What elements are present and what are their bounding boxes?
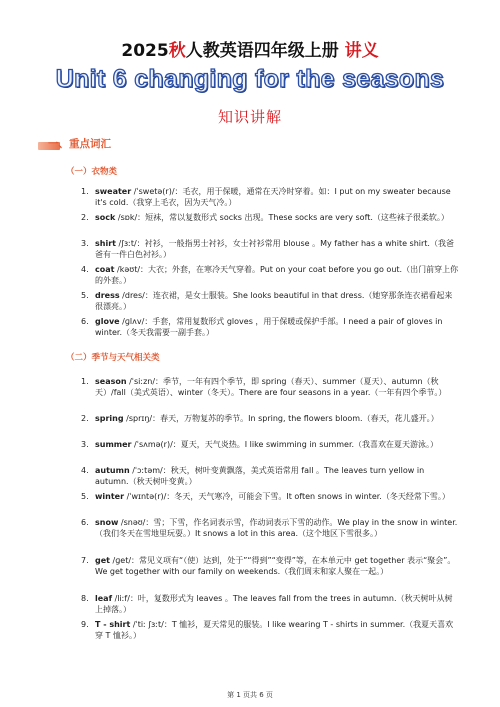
vocab-item xyxy=(81,555,460,578)
vocab-word: autumn xyxy=(95,466,130,475)
vocab-definition: /dres/：连衣裙，是女士服装。She looks beautiful in that dress.（她穿那条连衣裙看起来很漂亮。） xyxy=(95,291,453,312)
vocab-item xyxy=(81,439,460,450)
category-heading-clothes: （一）衣物类 xyxy=(66,167,118,177)
vocab-word: shirt xyxy=(95,239,116,248)
item-number: 1. xyxy=(81,377,89,386)
vocab-word: leaf xyxy=(95,594,113,603)
item-number: 1. xyxy=(81,187,89,196)
item-number: 4. xyxy=(81,265,89,274)
vocab-definition: /sprɪŋ/：春天，万物复苏的季节。In spring, the flowers bloom.（春天，花儿盛开。） xyxy=(123,414,439,423)
vocab-item xyxy=(81,238,460,261)
vocab-definition: /snəʊ/：雪；下雪，作名词表示雪，作动词表示下雪的动作。We play in the snow in winter.（我们冬天在雪地里玩耍。）It snows a lot in this area.（这个地区下雪很多。） xyxy=(95,518,458,539)
vocab-item xyxy=(81,316,460,339)
vocab-word: season xyxy=(95,377,127,386)
vocab-definition: /ˈtiː ʃɜːt/：T 恤衫，夏天常见的服装。I like wearing T - shirts in summer.（我夏天喜欢穿 T 恤衫。） xyxy=(95,620,454,641)
vocab-word: spring xyxy=(95,414,124,423)
item-number: 3. xyxy=(81,239,89,248)
item-number: 2. xyxy=(81,414,89,423)
item-number: 6. xyxy=(81,317,89,326)
page-footer: 第 1 页共 6 页 xyxy=(227,691,273,699)
vocab-item xyxy=(81,376,460,399)
vocab-definition: /ˈɔːtəm/：秋天，树叶变黄飘落，美式英语常用 fall 。The leaves turn yellow in autumn.（秋天树叶变黄。） xyxy=(95,466,425,487)
vocab-word: T - shirt xyxy=(95,620,131,629)
vocab-word: glove xyxy=(95,317,120,326)
vocab-word: get xyxy=(95,556,110,565)
vocab-definition: /kəʊt/：大衣；外套，在寒冷天气穿着。Put on your coat before you go out.（出门前穿上你的外套。） xyxy=(95,265,459,286)
title-main: 人教英语四年级上册 xyxy=(185,41,339,61)
vocab-item xyxy=(81,491,460,502)
vocab-definition: /ɡlʌv/：手套，常用复数形式 gloves ，用于保暖或保护手部。I need a pair of gloves in winter.（冬天我需要一副手套。） xyxy=(95,317,443,338)
vocab-item xyxy=(81,517,460,540)
item-number: 9. xyxy=(81,620,89,629)
vocab-item xyxy=(81,593,460,616)
item-number: 5. xyxy=(81,492,89,501)
vocab-item xyxy=(81,413,460,424)
item-number: 2. xyxy=(81,213,89,222)
vocab-definition: /ˈsiːzn/：季节，一年有四个季节，即 spring（春天）、summer（夏天）、autumn（秋天）/fall（美式英语）、winter（冬天）。There are four seasons in a year.（一年有四个季节。） xyxy=(95,377,447,398)
item-number: 4. xyxy=(81,466,89,475)
vocab-item xyxy=(81,186,460,209)
vocab-word: sock xyxy=(95,213,116,222)
vocab-definition: /ˈswetə(r)/：毛衣，用于保暖，通常在天冷时穿着。如：I put on my sweater because it's cold.（我穿上毛衣，因为天气冷。） xyxy=(95,187,451,208)
item-number: 3. xyxy=(81,440,89,449)
category-heading-seasons: （二）季节与天气相关类 xyxy=(66,353,160,363)
section-heading xyxy=(38,136,118,154)
vocab-definition: /ɡet/：常见义项有“（使）达到，处于”“得到”“变得”等，在本单元中 get together 表示“聚会”。We get together with our family on weekends.（我们周末和家人聚在一起。） xyxy=(95,556,456,577)
title-notes: 讲义 xyxy=(344,41,379,61)
vocab-definition: /liːf/：叶，复数形式为 leaves 。The leaves fall from the trees in autumn.（秋天树叶从树上掉落。） xyxy=(95,594,453,615)
vocab-item xyxy=(81,212,460,223)
vocab-definition: /ʃɜːt/：衬衫，一般指男士衬衫，女士衬衫常用 blouse 。My father has a white shirt.（我爸爸有一件白色衬衫。） xyxy=(95,239,454,260)
vocab-item xyxy=(81,264,460,287)
vocab-word: sweater xyxy=(95,187,132,196)
vocab-word: summer xyxy=(95,440,132,449)
item-number: 7. xyxy=(81,556,89,565)
title-year: 2025 xyxy=(121,41,169,61)
document-title xyxy=(0,36,500,61)
vocab-definition: /sɒk/：短袜，常以复数形式 socks 出现。These socks are very soft.（这些袜子很柔软。） xyxy=(115,213,449,222)
item-number: 6. xyxy=(81,518,89,527)
vocab-word: snow xyxy=(95,518,119,527)
vocab-word: winter xyxy=(95,492,125,501)
vocab-definition: /ˈsʌmə(r)/：夏天，天气炎热。I like swimming in summer.（我喜欢在夏天游泳。） xyxy=(131,440,439,449)
unit-title: Unit 6 changing for the seasons xyxy=(55,65,445,93)
vocab-item xyxy=(81,290,460,313)
item-number: 5. xyxy=(81,291,89,300)
vocab-item xyxy=(81,465,460,488)
vocab-word: coat xyxy=(95,265,115,274)
vocab-item xyxy=(81,619,460,642)
vocab-definition: /ˈwɪntə(r)/：冬天，天气寒冷，可能会下雪。It often snows in winter.（冬天经常下雪。） xyxy=(124,492,450,501)
title-autumn: 秋 xyxy=(168,41,186,61)
vocab-word: dress xyxy=(95,291,120,300)
subtitle: 知识讲解 xyxy=(217,108,282,126)
section-label: 一、重点词汇 xyxy=(48,138,111,150)
item-number: 8. xyxy=(81,594,89,603)
